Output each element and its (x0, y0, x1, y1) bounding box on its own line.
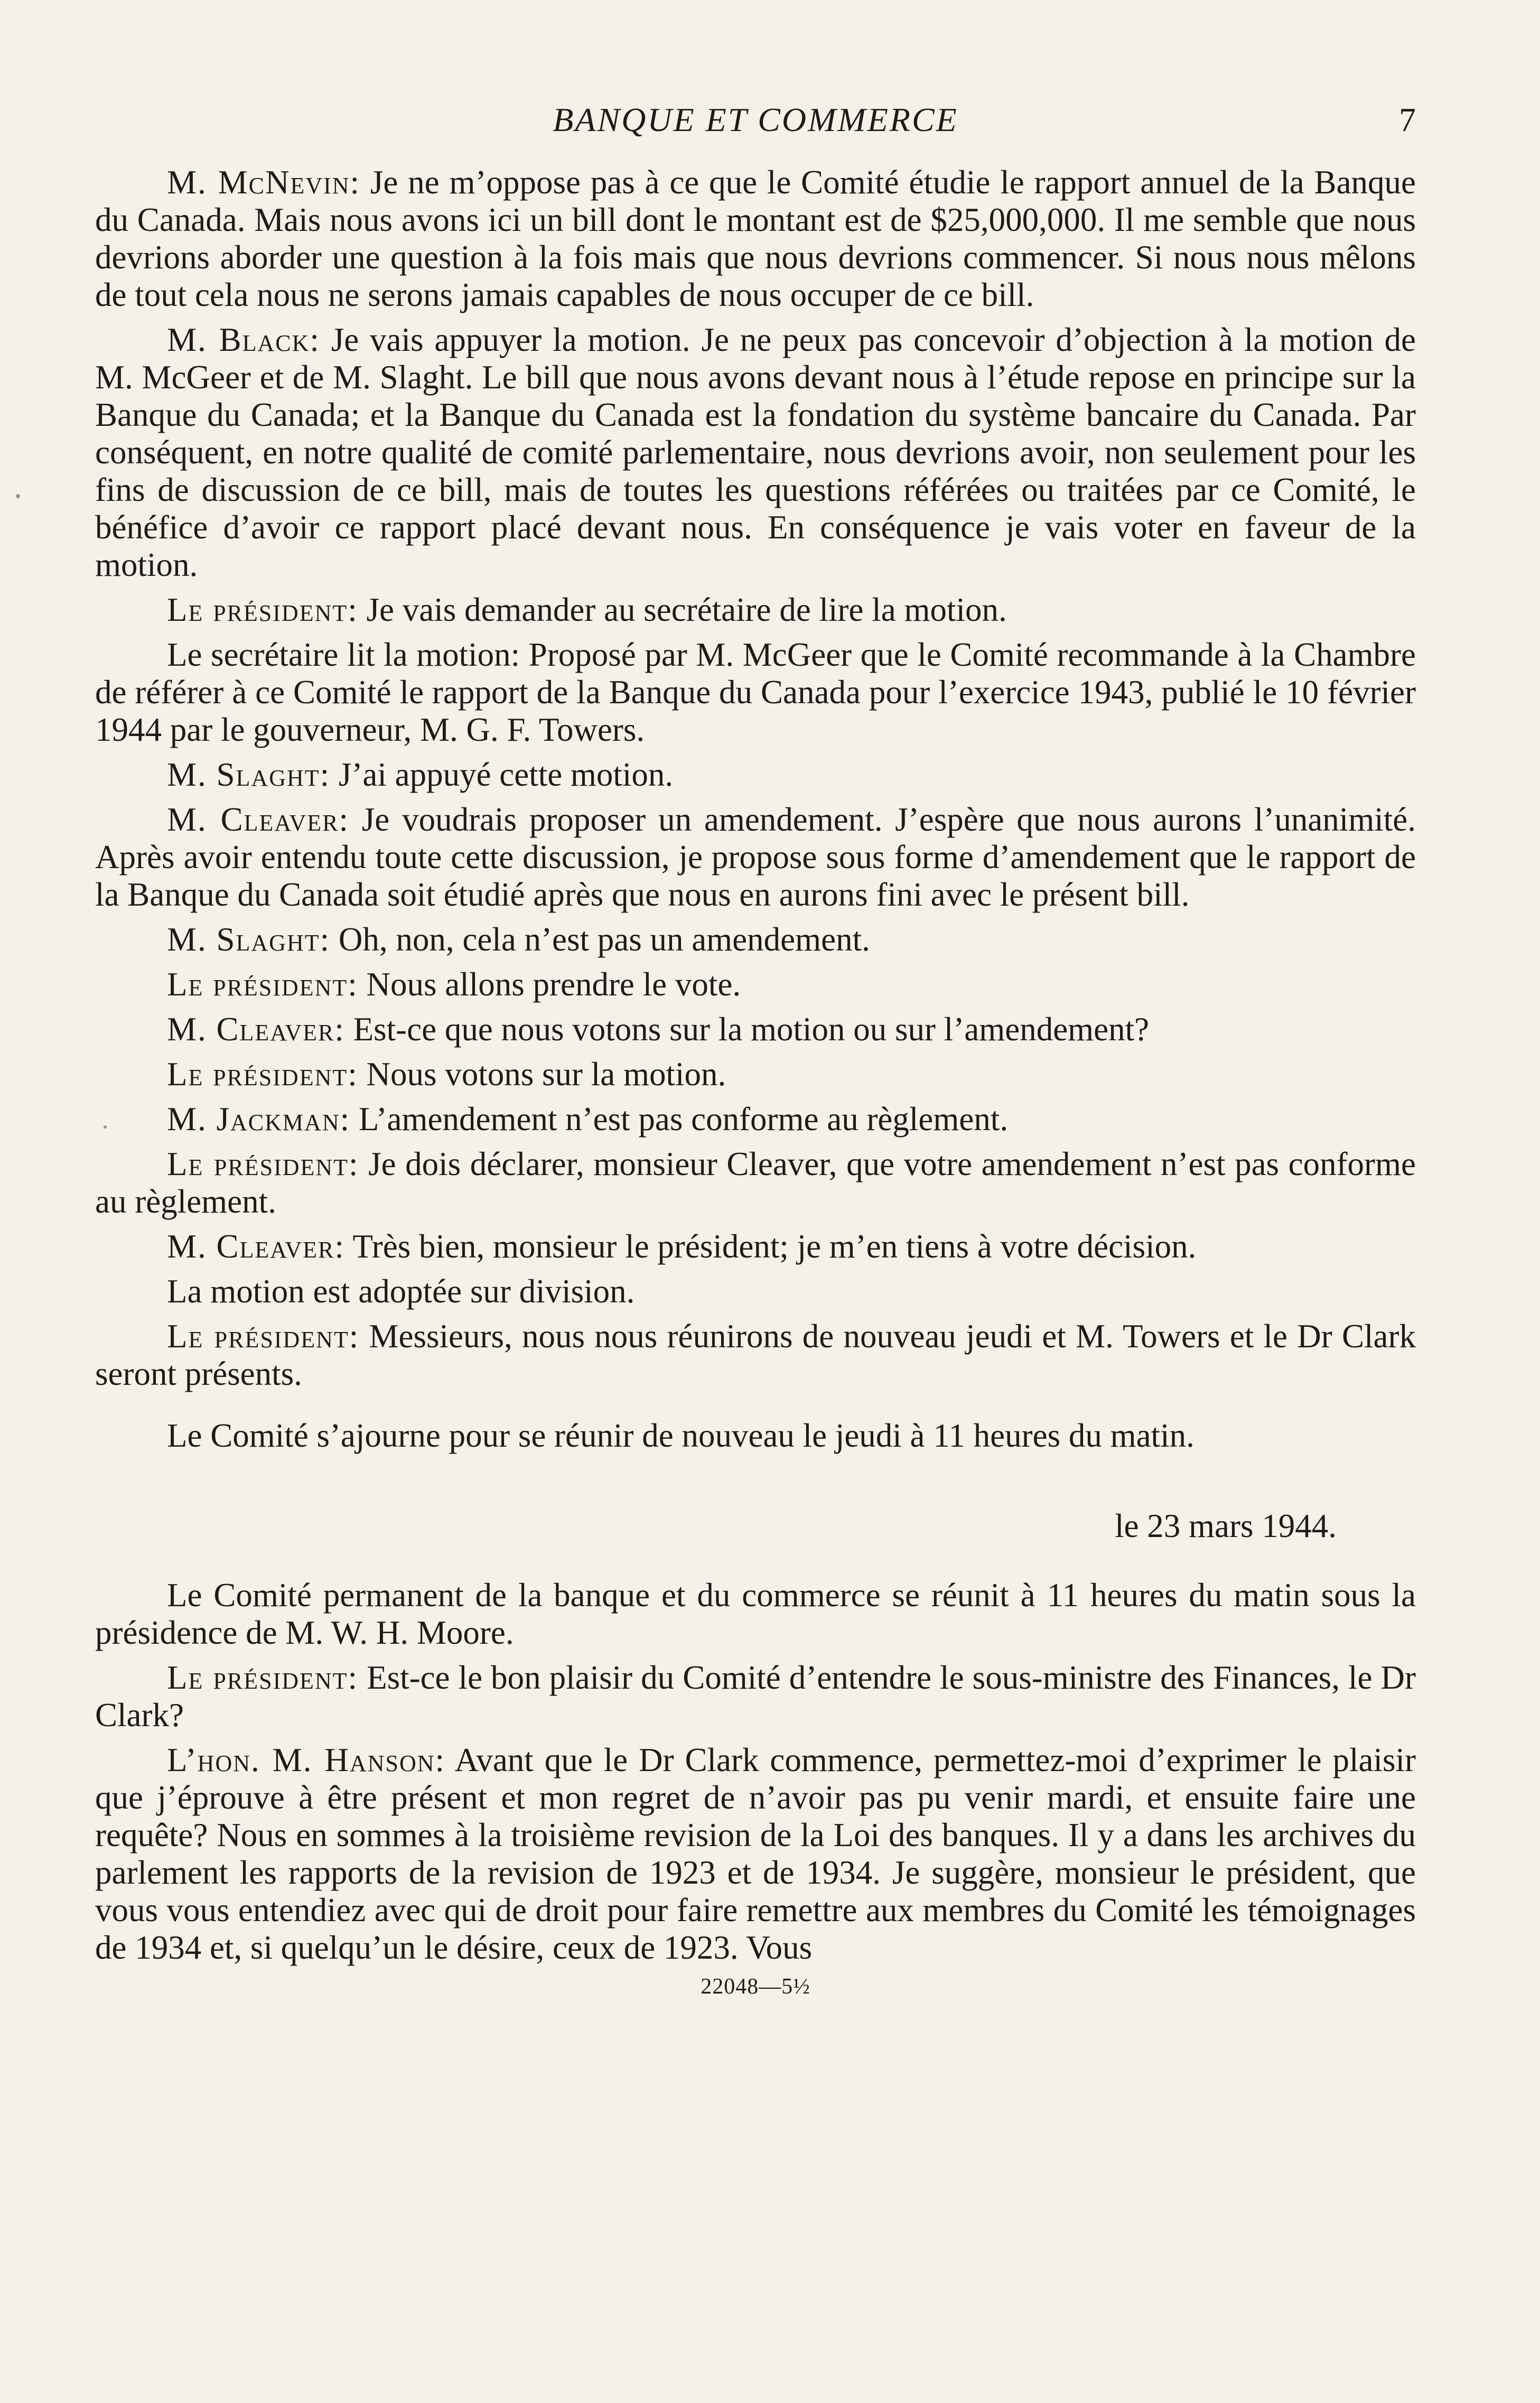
paragraph (95, 1056, 1416, 1093)
paragraph-text: J’ai appuyé cette motion. (338, 756, 674, 793)
paragraph-text: Est-ce que nous votons sur la motion ou sur l’amendement? (353, 1011, 1150, 1048)
paragraph-text: Avant que le Dr Clark commence, permettez-moi d’exprimer le plaisir que j’éprouve à être présent et mon regret de n’avoir pas pu venir mardi, et ensuite faire une requête? Nous en sommes à la troisième revision de la Loi des banques. Il y a dans les archives du parlement les rapports de la revision de 1923 et de 1934. Je suggère, monsieur le président, que vous vous entendiez avec qui de droit pour faire remettre aux membres du Comité les témoignages de 1934 et, si quelqu’un le désire, ceux de 1923. Vous (95, 1741, 1416, 1966)
speaker-name: M. Cleaver: (167, 1228, 345, 1265)
speaker-name: M. Black: (167, 321, 320, 358)
speaker-name: Le président: (167, 591, 358, 628)
paragraph (95, 756, 1416, 794)
header-title: BANQUE ET COMMERCE (553, 101, 958, 138)
paragraph (95, 1741, 1416, 1967)
speaker-name: Le président: (167, 1145, 359, 1182)
paragraph (95, 636, 1416, 749)
speaker-name: M. Slaght: (167, 921, 331, 958)
speaker-name: M. McNevin: (167, 164, 361, 201)
speaker-name: M. Slaght: (167, 756, 331, 793)
paragraph-text: Je voudrais proposer un amendement. J’espère que nous aurons l’unanimité. Après avoir entendu toute cette discussion, je propose sous forme d’amendement que le rapport de la Banque du Canada soit étudié après que nous en aurons fini avec le présent bill. (95, 801, 1416, 913)
paragraph (95, 591, 1416, 629)
paragraph (95, 1145, 1416, 1221)
paragraph (95, 321, 1416, 584)
paragraph-text: L’amendement n’est pas conforme au règlement. (358, 1101, 1009, 1138)
speaker-name: M. Cleaver: (167, 801, 349, 838)
paragraph-text: Le secrétaire lit la motion: Proposé par M. McGeer que le Comité recommande à la Chambre de référer à ce Comité le rapport de la Banque du Canada pour l’exercice 1943, publié le 10 février 1944 par le gouverneur, M. G. F. Towers. (95, 636, 1416, 748)
speaker-name: Le président: (167, 1659, 359, 1696)
paragraph-text: Le Comité s’ajourne pour se réunir de nouveau le jeudi à 11 heures du matin. (167, 1417, 1194, 1454)
speaker-name: M. Cleaver: (167, 1011, 345, 1048)
margin-mark (16, 494, 20, 498)
paragraph (95, 801, 1416, 914)
paragraph (95, 1273, 1416, 1310)
paragraph (95, 1417, 1416, 1455)
speaker-name: Le président: (167, 1318, 360, 1355)
paragraph-text: Nous votons sur la motion. (366, 1056, 726, 1093)
speaker-name: M. Jackman: (167, 1101, 351, 1138)
paragraph-text: Je vais demander au secrétaire de lire la motion. (366, 591, 1007, 628)
paragraph (95, 164, 1416, 314)
proceedings-section-2 (95, 1577, 1416, 1967)
paragraph-text: Oh, non, cela n’est pas un amendement. (338, 921, 870, 958)
paragraph-text: Je dois déclarer, monsieur Cleaver, que votre amendement n’est pas conforme au règlement. (95, 1145, 1416, 1220)
running-header (95, 100, 1416, 153)
paragraph (95, 1659, 1416, 1734)
paragraph (95, 1101, 1416, 1138)
document-page (95, 100, 1416, 2372)
paragraph-text: Je ne m’oppose pas à ce que le Comité étudie le rapport annuel de la Banque du Canada. Mais nous avons ici un bill dont le montant est de $25,000,000. Il me semble que nous devrions aborder une question à la fois mais que nous devrions commencer. Si nous nous mêlons de tout cela nous ne serons jamais capables de nous occuper de ce bill. (95, 164, 1416, 313)
paragraph-text: Nous allons prendre le vote. (366, 966, 741, 1003)
paragraph-text: Je vais appuyer la motion. Je ne peux pas concevoir d’objection à la motion de M. McGeer et de M. Slaght. Le bill que nous avons devant nous à l’étude repose en principe sur la Banque du Canada; et la Banque du Canada est la fondation du système bancaire du Canada. Par conséquent, en notre qualité de comité parlementaire, nous devrions avoir, non seulement pour les fins de discussion de ce bill, mais de toutes les questions référées ou traitées par ce Comité, le bénéfice d’avoir ce rapport placé devant nous. En conséquence je vais voter en faveur de la motion. (95, 321, 1416, 583)
session-date: le 23 mars 1944. (1115, 1507, 1337, 1544)
paragraph (95, 1228, 1416, 1265)
paragraph (95, 921, 1416, 958)
paragraph (95, 1318, 1416, 1393)
paragraph-text: Le Comité permanent de la banque et du commerce se réunit à 11 heures du matin sous la présidence de M. W. H. Moore. (95, 1577, 1416, 1651)
paragraph-text: Très bien, monsieur le président; je m’en tiens à votre décision. (352, 1228, 1197, 1265)
paragraph-text: La motion est adoptée sur division. (167, 1273, 635, 1310)
paragraph-text: Messieurs, nous nous réunirons de nouveau jeudi et M. Towers et le Dr Clark seront présents. (95, 1318, 1416, 1392)
body-text (95, 164, 1416, 1967)
speaker-name: Le président: (167, 966, 358, 1003)
speaker-name: Le président: (167, 1056, 358, 1093)
proceedings-section-1 (95, 164, 1416, 1455)
printer-signature: 22048—5½ (701, 1974, 810, 1999)
speaker-name: L’hon. M. Hanson: (167, 1741, 446, 1778)
paragraph (95, 1577, 1416, 1652)
paragraph (95, 1011, 1416, 1048)
paragraph-text: Est-ce le bon plaisir du Comité d’entendre le sous-ministre des Finances, le Dr Clark? (95, 1659, 1416, 1734)
page-number: 7 (1399, 101, 1416, 138)
paragraph (95, 966, 1416, 1003)
